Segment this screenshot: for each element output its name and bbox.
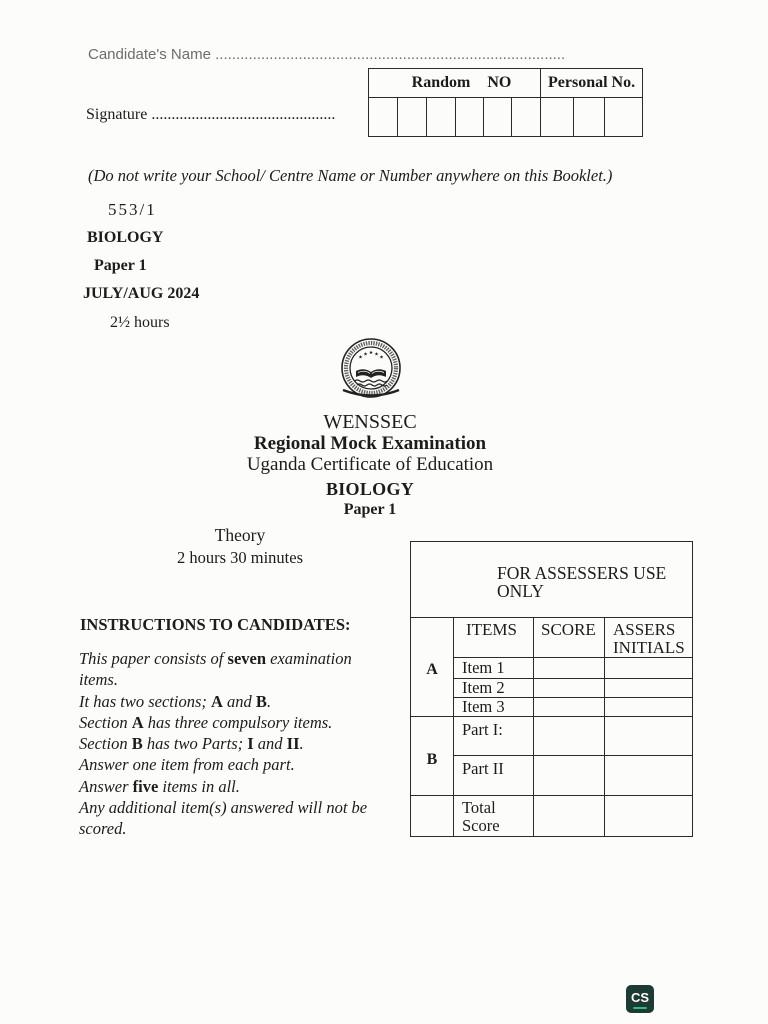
section-b-label: B <box>411 717 454 796</box>
paper-code: 553/1 <box>108 200 157 219</box>
instruction-text: examination <box>266 649 352 668</box>
random-no-digit-box <box>484 98 512 137</box>
initials-cell <box>605 698 693 717</box>
total-initials-cell <box>605 796 693 837</box>
initials-column-header: ASSERS INITIALS <box>605 618 693 658</box>
camscanner-logo-icon <box>626 985 654 1013</box>
instruction-text: and <box>222 691 256 711</box>
instruction-line <box>79 669 367 690</box>
candidate-name-label: Candidate's Name <box>88 46 211 63</box>
instructions-body <box>79 648 367 839</box>
instruction-text: This paper consists of <box>79 649 228 668</box>
booklet-notice: (Do not write your School/ Centre Name or Number anywhere on this Booklet.) <box>88 166 613 185</box>
paper-subject: BIOLOGY <box>87 229 164 246</box>
instruction-text: Section <box>79 734 132 753</box>
random-no-digit-box <box>456 98 484 137</box>
instruction-text: items. <box>79 670 118 690</box>
instruction-emphasis: seven <box>227 649 267 668</box>
instruction-emphasis: B <box>131 734 143 753</box>
logo-outer-ring <box>342 339 400 397</box>
instruction-line <box>79 648 367 669</box>
initials-cell <box>605 717 693 756</box>
certificate-name: Uganda Certificate of Education <box>246 454 494 475</box>
assessors-score-table <box>410 541 693 837</box>
signature-label: Signature <box>86 106 148 123</box>
camscanner-badge-label: CS <box>630 990 650 1005</box>
personal-no-digit-box <box>541 98 574 137</box>
instruction-line <box>79 797 367 818</box>
signature-line <box>86 106 335 124</box>
instruction-text: Answer <box>79 776 133 796</box>
instruction-text: . <box>266 691 272 711</box>
instruction-emphasis: A <box>211 691 223 711</box>
part-label: Part I: <box>454 717 534 756</box>
instruction-text: and <box>253 734 287 753</box>
instruction-line <box>79 733 367 754</box>
total-section-cell <box>411 796 454 837</box>
random-no-digit-box <box>369 98 398 137</box>
initials-cell <box>605 756 693 796</box>
instruction-line <box>79 691 367 712</box>
item-label: Item 3 <box>454 698 534 717</box>
theory-duration: 2 hours 30 minutes <box>176 548 304 567</box>
exam-board-logo <box>325 337 417 401</box>
personal-no-header: Personal No. <box>541 69 643 98</box>
instruction-line <box>79 712 367 733</box>
instruction-text: Any additional item(s) answered will not be <box>79 797 368 817</box>
instruction-text: Section <box>79 712 132 732</box>
item-label: Item 1 <box>454 658 534 679</box>
instruction-line <box>79 776 367 797</box>
camscanner-badge-underline <box>633 1007 647 1009</box>
total-score-label-cell <box>454 796 534 837</box>
score-cell <box>534 658 605 679</box>
instruction-text: scored. <box>79 819 127 838</box>
exam-title: Regional Mock Examination <box>253 433 487 454</box>
part-label: Part II <box>454 756 534 796</box>
initials-cell <box>605 658 693 679</box>
score-cell <box>534 698 605 717</box>
theory-label: Theory <box>214 525 266 545</box>
instruction-text: Answer one item from each part. <box>79 755 295 775</box>
instruction-text: items in all. <box>158 776 240 796</box>
instruction-emphasis: II <box>286 734 300 753</box>
personal-no-digit-box <box>574 98 605 137</box>
personal-no-digit-box <box>605 98 643 137</box>
paper-duration: 2½ hours <box>110 314 170 331</box>
paper-number: Paper 1 <box>94 257 147 274</box>
candidate-name-line <box>88 46 565 64</box>
total-score-label: Total Score <box>462 798 500 835</box>
exam-paper: Paper 1 <box>343 501 397 518</box>
instruction-emphasis: B <box>255 691 267 711</box>
assessors-title-cell <box>411 542 693 618</box>
score-cell <box>534 717 605 756</box>
score-cell <box>534 679 605 698</box>
instruction-line <box>79 818 367 839</box>
instructions-heading: INSTRUCTIONS TO CANDIDATES: <box>80 615 351 634</box>
instruction-emphasis: A <box>131 712 144 732</box>
random-personal-number-table <box>368 68 643 137</box>
random-no-digit-box <box>512 98 541 137</box>
total-score-cell <box>534 796 605 837</box>
instruction-line <box>79 754 367 775</box>
instruction-text: has two Parts; <box>142 734 248 753</box>
items-column-header: ITEMS <box>454 618 534 658</box>
score-cell <box>534 756 605 796</box>
logo-stars <box>359 351 384 359</box>
initials-cell <box>605 679 693 698</box>
logo-banner <box>343 390 399 396</box>
assessors-title: FOR ASSESSERS USE ONLY <box>497 562 667 601</box>
item-label: Item 2 <box>454 679 534 698</box>
signature-dotted-line: .............................................. <box>151 106 336 123</box>
random-no-header: Random NO <box>369 69 541 98</box>
instruction-text: has three compulsory items. <box>143 712 333 732</box>
score-column-header: SCORE <box>534 618 605 658</box>
instruction-text: It has two sections; <box>79 691 211 711</box>
exam-subject: BIOLOGY <box>325 479 415 499</box>
random-no-digit-box <box>427 98 456 137</box>
random-no-digit-box <box>398 98 427 137</box>
instruction-emphasis: I <box>247 734 254 753</box>
paper-session: JULY/AUG 2024 <box>83 285 200 302</box>
logo-book <box>356 369 386 378</box>
instruction-text: . <box>299 734 304 753</box>
exam-board-name: WENSSEC <box>323 411 417 433</box>
candidate-name-dotted-line: .................................................................................... <box>215 46 566 63</box>
section-a-label: A <box>411 618 454 717</box>
instruction-emphasis: five <box>132 776 159 796</box>
